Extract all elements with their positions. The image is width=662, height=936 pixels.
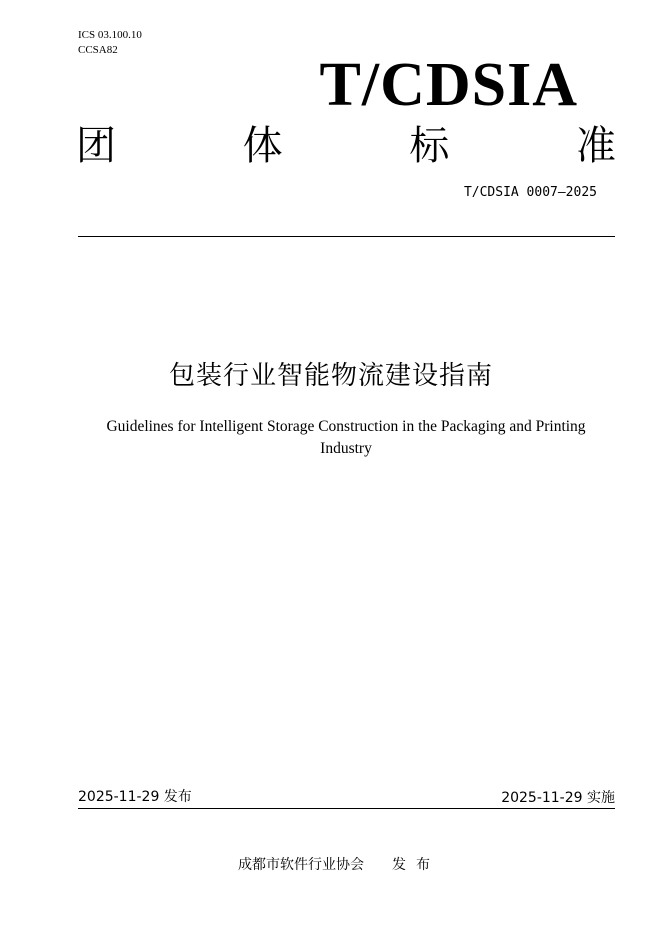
organization-abbreviation: T/CDSIA <box>319 51 578 119</box>
standard-type-char: 标 <box>409 123 450 169</box>
title-english: Guidelines for Intelligent Storage Construction in the Packaging and Printing Industry <box>106 418 586 457</box>
ccs-code: CCSA82 <box>78 44 118 56</box>
title-chinese: 包装行业智能物流建设指南 <box>168 361 493 391</box>
footer-divider <box>78 808 615 809</box>
header-divider <box>78 236 615 237</box>
standard-type-heading <box>76 121 616 171</box>
standard-type-char: 体 <box>242 123 283 169</box>
publisher-name: 成都市软件行业协会 <box>238 857 364 873</box>
implementation-date: 2025-11-29 实施 <box>501 790 615 806</box>
standard-number: T/CDSIA 0007—2025 <box>463 185 597 200</box>
publish-label: 发布 <box>392 857 440 873</box>
standard-type-char: 团 <box>76 123 116 169</box>
publisher-line <box>238 855 440 875</box>
issue-date: 2025-11-29 发布 <box>78 789 192 805</box>
ics-code: ICS 03.100.10 <box>78 29 142 41</box>
standard-type-char: 准 <box>575 123 616 169</box>
